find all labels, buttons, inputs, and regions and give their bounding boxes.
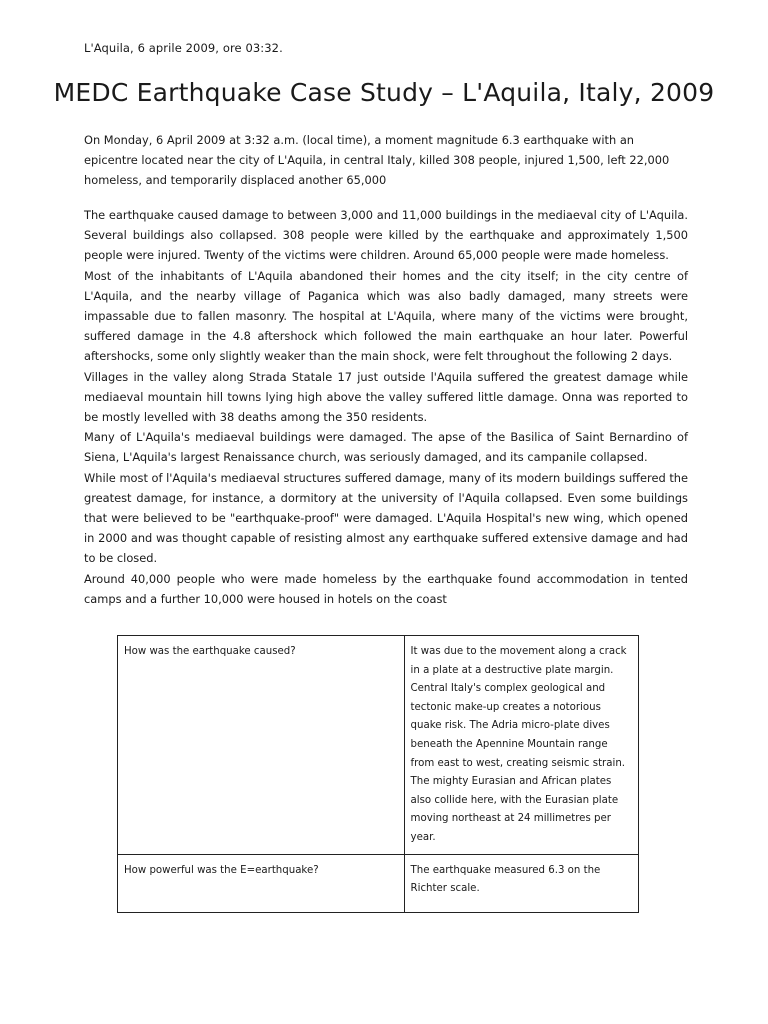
answer-cell: The earthquake measured 6.3 on the Richter scale. <box>404 854 638 912</box>
question-cell: How powerful was the E=earthquake? <box>118 854 405 912</box>
paragraph: Villages in the valley along Strada Statale 17 just outside l'Aquila suffered the greatest damage while mediaeval mountain hill towns lying high above the valley suffered little damage. Onna was reported to be mostly levelled with 38 deaths among the 350 residents. <box>84 369 688 425</box>
table-row <box>118 636 639 855</box>
answer-cell: It was due to the movement along a crack in a plate at a destructive plate margin. Central Italy's complex geological and tectonic make-up creates a notorious quake risk. The Adria micro-plate dives beneath the Apennine Mountain range from east to west, creating seismic strain. The mighty Eurasian and African plates also collide here, with the Eurasian plate moving northeast at 24 millimetres per year. <box>404 636 638 855</box>
paragraph: Many of L'Aquila's mediaeval buildings were damaged. The apse of the Basilica of Saint Bernardino of Siena, L'Aquila's largest Renaissance church, was seriously damaged, and its campanile collapsed. <box>84 430 688 465</box>
body-paragraphs <box>84 205 688 609</box>
question-cell: How was the earthquake caused? <box>118 636 405 855</box>
dateline: L'Aquila, 6 aprile 2009, ore 03:32. <box>84 41 283 55</box>
intro-paragraph <box>84 130 688 191</box>
paragraph: While most of l'Aquila's mediaeval structures suffered damage, many of its modern buildings suffered the greatest damage, for instance, a dormitory at the university of l'Aquila collapsed. Even some buildings that were believed to be "earthquake-proof" were damaged. L'Aquila Hospital's new wing, which opened in 2000 and was thought capable of resisting almost any earthquake suffered extensive damage and had to be closed. <box>84 470 689 566</box>
table-row <box>118 854 639 912</box>
intro-text: On Monday, 6 April 2009 at 3:32 a.m. (local time), a moment magnitude 6.3 earthquake with an epicentre located near the city of L'Aquila, in central Italy, killed 308 people, injured 1,500, left 22,000 homeless, and temporarily displaced another 65,000 <box>84 133 670 188</box>
paragraph: Around 40,000 people who were made homeless by the earthquake found accommodation in tented camps and a further 10,000 were housed in hotels on the coast <box>84 571 688 606</box>
paragraph: The earthquake caused damage to between 3,000 and 11,000 buildings in the mediaeval city of L'Aquila. Several buildings also collapsed. 308 people were killed by the earthquake and approximately 1,500 people were injured. Twenty of the victims were children. Around 65,000 people were made homeless. <box>84 208 688 263</box>
paragraph: Most of the inhabitants of L'Aquila abandoned their homes and the city itself; in the city centre of L'Aquila, and the nearby village of Paganica which was also badly damaged, many streets were impassable due to fallen masonry. The hospital at L'Aquila, where many of the victims were brought, suffered damage in the 4.8 aftershock which followed the main earthquake an hour later. Powerful aftershocks, some only slightly weaker than the main shock, were felt throughout the following 2 days. <box>84 268 688 364</box>
qa-table <box>117 635 639 913</box>
page-title: MEDC Earthquake Case Study – L'Aquila, Italy, 2009 <box>53 78 715 107</box>
